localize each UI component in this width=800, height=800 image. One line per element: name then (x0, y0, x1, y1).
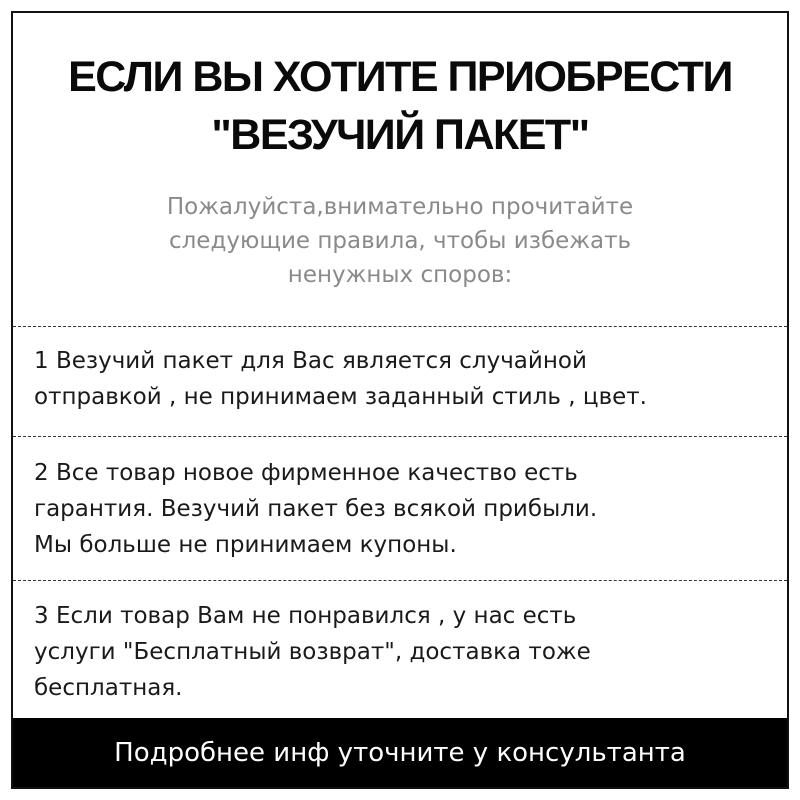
rule-line: отправкой , не принимаем заданный стиль , цвет. (34, 384, 647, 410)
footer-banner (13, 718, 787, 787)
rule-line: услуги "Бесплатный возврат", доставка тоже (34, 639, 591, 665)
title-line: "ВЕЗУЧИЙ ПАКЕТ" (211, 111, 589, 159)
rule-line: гарантия. Везучий пакет без всякой прибыли. (34, 496, 598, 522)
subtitle-line: Пожалуйста,внимательно прочитайте (166, 194, 634, 220)
footer-text: Подробнее инф уточните у консультанта (114, 737, 686, 768)
rule-line: 3 Если товар Вам не понравился , у нас есть (34, 603, 577, 629)
rule-item-2 (34, 455, 784, 563)
subtitle-line: следующие правила, чтобы избежать (168, 228, 632, 254)
rule-line: бесплатная. (34, 675, 183, 701)
page-title (0, 48, 800, 164)
rule-item-1 (34, 343, 784, 415)
rule-line: 1 Везучий пакет для Вас является случайной (34, 348, 587, 374)
rule-line: Мы больше не принимаем купоны. (34, 532, 457, 558)
page-subtitle (0, 190, 800, 292)
dashed-divider (13, 580, 787, 581)
dashed-divider (13, 326, 787, 327)
rule-item-3 (34, 598, 784, 706)
dashed-divider (13, 436, 787, 437)
subtitle-line: ненужных споров: (287, 262, 513, 288)
title-line: ЕСЛИ ВЫ ХОТИТЕ ПРИОБРЕСТИ (68, 53, 732, 101)
rule-line: 2 Все товар новое фирменное качество есть (34, 460, 578, 486)
